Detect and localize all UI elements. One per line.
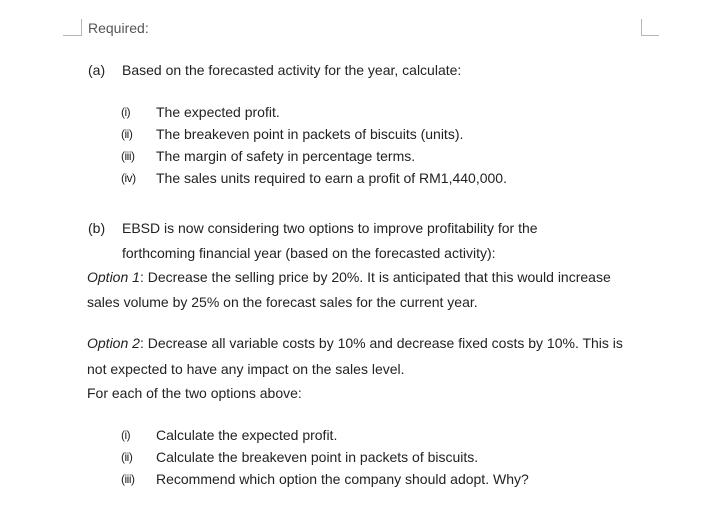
part-b-item-1-text: Calculate the expected profit. bbox=[156, 427, 338, 443]
part-a-item-3-text: The margin of safety in percentage terms. bbox=[156, 148, 416, 164]
required-heading: Required: bbox=[88, 20, 149, 36]
part-b-item-3-num: (iii) bbox=[121, 472, 135, 486]
page-corner-mark-right bbox=[641, 19, 659, 36]
option-1-line-2: sales volume by 25% on the forecast sales for the current year. bbox=[87, 294, 478, 310]
part-a-item-2-num: (ii) bbox=[121, 127, 133, 141]
part-a-item-1-text: The expected profit. bbox=[156, 104, 280, 120]
option-1-label: Option 1 bbox=[87, 269, 140, 285]
part-b-label: (b) bbox=[88, 220, 106, 236]
part-b-item-2-num: (ii) bbox=[121, 450, 133, 464]
option-2-line-2: not expected to have any impact on the sales level. bbox=[87, 361, 405, 377]
part-b-intro-line-2: forthcoming financial year (based on the forecasted activity): bbox=[122, 245, 496, 261]
option-2-text: : Decrease all variable costs by 10% and decrease fixed costs by 10%. This is bbox=[139, 335, 623, 351]
part-b-item-2-text: Calculate the breakeven point in packets of biscuits. bbox=[156, 449, 479, 465]
for-each-instruction: For each of the two options above: bbox=[87, 385, 302, 401]
part-b-item-1-num: (i) bbox=[121, 428, 131, 442]
part-b-item-3-text: Recommend which option the company should adopt. Why? bbox=[156, 471, 529, 487]
option-2-line-1 bbox=[87, 334, 623, 352]
part-a-label: (a) bbox=[88, 62, 106, 78]
part-a-item-1-num: (i) bbox=[121, 105, 131, 119]
part-a-item-3-num: (iii) bbox=[121, 149, 135, 163]
part-a-item-4-num: (iv) bbox=[121, 171, 136, 185]
option-2-label: Option 2 bbox=[87, 335, 140, 351]
page-corner-mark-left bbox=[63, 19, 82, 36]
option-1-text: : Decrease the selling price by 20%. It is anticipated that this would increase bbox=[139, 269, 611, 285]
part-a-item-4-text: The sales units required to earn a profit of RM1,440,000. bbox=[156, 170, 507, 186]
part-b-intro-line-1: EBSD is now considering two options to improve profitability for the bbox=[122, 220, 538, 236]
part-a-intro: Based on the forecasted activity for the year, calculate: bbox=[122, 62, 462, 78]
option-1-line-1 bbox=[87, 268, 611, 286]
part-a-item-2-text: The breakeven point in packets of biscuits (units). bbox=[156, 126, 464, 142]
